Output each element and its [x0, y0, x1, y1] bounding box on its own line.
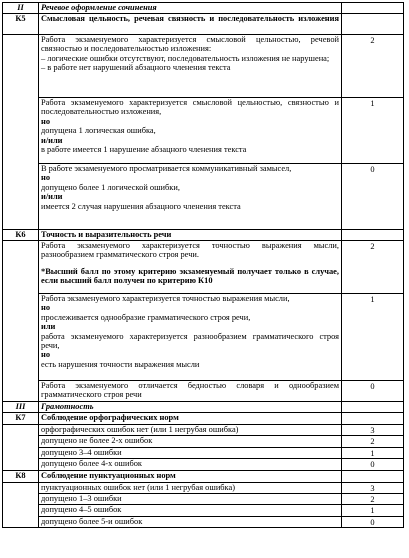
- criterion-title: Соблюдение пунктуационных норм: [39, 470, 342, 482]
- section-row: [3, 3, 404, 14]
- criterion-title: Точность и выразительность речи: [39, 230, 342, 241]
- criterion-code: К8: [3, 470, 39, 482]
- criterion-level-row: [3, 241, 404, 294]
- level-score: 2: [342, 35, 404, 98]
- level-description: пунктуационных ошибок нет (или 1 негрубая ошибка): [39, 482, 342, 493]
- criterion-code: К7: [3, 413, 39, 425]
- level-description: допущено 3–4 ошибки: [39, 447, 342, 458]
- criterion-header-row: [3, 14, 404, 35]
- level-description: допущено более 4-х ошибок: [39, 459, 342, 470]
- level-description: Работа экзаменуемого характеризуется смысловой цельностью, связностью и последовательностью изложения, но допущена 1 логическая ошибка, и/или в работе имеется 1 нарушение абзацного членения текста: [39, 98, 342, 164]
- level-description: Работа экзаменуемого характеризуется точностью выражения мысли, разнообразием грамматического строя речи. *Высший балл по этому критерию экзаменуемый получает только в случае, если высший балл получен по критерию К10: [39, 241, 342, 294]
- criterion-header-row: [3, 230, 404, 241]
- level-score: 0: [342, 381, 404, 402]
- criterion-header-row: [3, 470, 404, 482]
- level-score: 1: [342, 447, 404, 458]
- criterion-level-row: [3, 459, 404, 470]
- level-description: допущено 4–5 ошибок: [39, 505, 342, 516]
- criterion-level-row: [3, 447, 404, 458]
- criterion-level-row: [3, 35, 404, 98]
- level-description: допущено 1–3 ошибки: [39, 494, 342, 505]
- criterion-title: Соблюдение орфографических норм: [39, 413, 342, 425]
- criterion-level-row: [3, 516, 404, 527]
- level-score: 1: [342, 98, 404, 164]
- criterion-level-row: [3, 425, 404, 436]
- level-description: В работе экзаменуемого просматривается коммуникативный замысел, но допущено более 1 логической ошибки, и/или имеется 2 случая нарушения абзацного членения текста: [39, 164, 342, 230]
- criterion-title: Смысловая цельность, речевая связность и последовательность изложения: [41, 14, 339, 23]
- section-code: III: [3, 402, 39, 413]
- level-description: допущено не более 2-х ошибок: [39, 436, 342, 447]
- level-description: Работа экзаменуемого характеризуется точностью выражения мысли, но прослеживается однообразие грамматического строя речи, или работа экзаменуемого характеризуется разнообразием грамматического строя речи, но есть нарушения точности выражения мысли: [39, 294, 342, 381]
- criterion-header-row: [3, 413, 404, 425]
- level-description: Работа экзаменуемого характеризуется смысловой цельностью, речевой связностью и последовательностью изложения: – логические ошибки отсутствуют, последовательность изложения не нарушена; – в работе нет нарушений абзацного членения текста: [39, 35, 342, 98]
- level-note: *Высший балл по этому критерию экзаменуемый получает только в случае, если высший балл получен по критерию К10: [41, 266, 339, 286]
- section-title: Речевое оформление сочинения: [39, 3, 342, 14]
- level-score: 2: [342, 436, 404, 447]
- level-description: Работа экзаменуемого отличается бедностью словаря и однообразием грамматического строя речи: [39, 381, 342, 402]
- level-score: 2: [342, 494, 404, 505]
- criterion-level-row: [3, 482, 404, 493]
- level-score: 3: [342, 482, 404, 493]
- level-score: 0: [342, 516, 404, 527]
- criterion-level-row: [3, 381, 404, 402]
- criterion-code: К6: [3, 230, 39, 241]
- criterion-level-row: [3, 294, 404, 381]
- level-score: 1: [342, 505, 404, 516]
- level-description: орфографических ошибок нет (или 1 негрубая ошибка): [39, 425, 342, 436]
- criterion-level-row: [3, 494, 404, 505]
- section-code: II: [3, 3, 39, 14]
- level-score: 1: [342, 294, 404, 381]
- section-title: Грамотность: [39, 402, 342, 413]
- criterion-code: К5: [3, 14, 39, 35]
- criterion-level-row: [3, 436, 404, 447]
- criteria-table: [2, 2, 404, 528]
- criterion-level-row: [3, 164, 404, 230]
- level-score: 0: [342, 164, 404, 230]
- level-score: 2: [342, 241, 404, 294]
- criterion-level-row: [3, 98, 404, 164]
- level-score: 3: [342, 425, 404, 436]
- criterion-level-row: [3, 505, 404, 516]
- level-score: 0: [342, 459, 404, 470]
- level-description: допущено более 5-и ошибок: [39, 516, 342, 527]
- section-row: [3, 402, 404, 413]
